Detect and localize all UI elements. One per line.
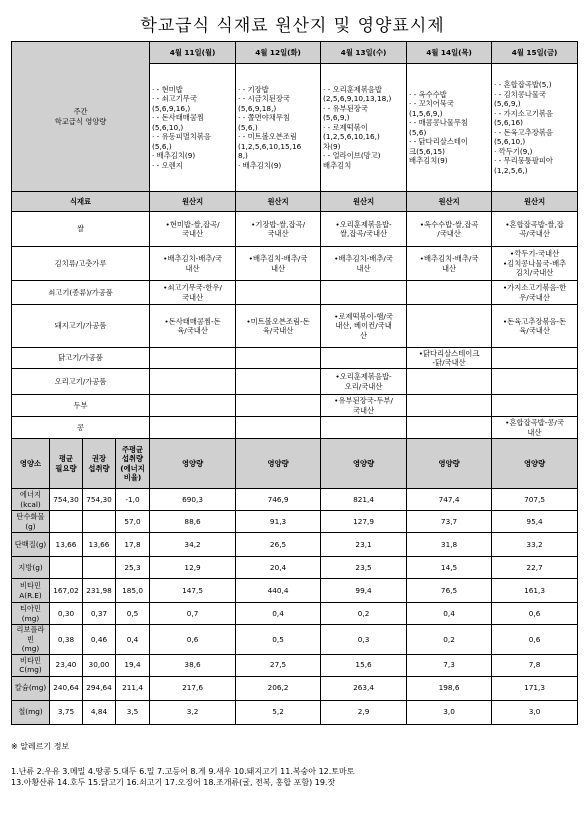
origin-cell: •현미밥-쌀,잡곡/ 국내산 (150, 212, 236, 247)
origin-cell: •오리훈제볶음밥- 쌀,잡곡/국내산 (321, 212, 407, 247)
origin-header: 원산지 (321, 192, 407, 212)
nutrition-value: 26,5 (236, 533, 321, 557)
avg-req-value (50, 511, 83, 533)
allergy-line: 13.아황산류 14.호두 15.닭고기 16.쇠고기 17.오징어 18.조개류(굴, 전복, 홍합 포함) 19.잣 (11, 778, 336, 787)
avg-req-value: 13,66 (50, 533, 83, 557)
origin-cell (492, 348, 578, 369)
nutrition-value: 206,2 (236, 676, 321, 700)
day-header: 4월 15일(금) (492, 42, 578, 64)
table-row (12, 348, 578, 369)
origin-cell (321, 281, 407, 305)
weekly-ratio-value: -1,0 (116, 489, 150, 511)
nutrition-value: 171,3 (492, 676, 578, 700)
menu-cell: · - 현미밥 · - 쇠고기무국 (5,6,9,16,) · - 돈사태매콤찜 (5,6,10,) · - 유동피멸치볶음 (5,6,) · 배추김치(9) · - 오렌지 (150, 64, 236, 192)
table-row (12, 625, 578, 655)
nutrition-value: 198,6 (407, 676, 492, 700)
nutrition-value: 217,6 (150, 676, 236, 700)
origin-cell (407, 281, 492, 305)
nutrition-value: 3,0 (407, 700, 492, 724)
nutrition-value: 707,5 (492, 489, 578, 511)
nutrition-value: 0,6 (492, 625, 578, 655)
origin-cell: •미트볼오븐조림-돈 육/국내산 (236, 305, 321, 348)
weekly-label: 주간 학교급식 영양량 (12, 42, 150, 192)
table-row (12, 369, 578, 395)
day-header: 4월 12일(화) (236, 42, 321, 64)
nutrition-value: 0,4 (236, 603, 321, 625)
nutrition-value: 73,7 (407, 511, 492, 533)
nutrition-value: 0,7 (150, 603, 236, 625)
nutrition-value: 14,5 (407, 557, 492, 579)
menu-cell: · - 기장밥 · - 시금치된장국 (5,6,9,18,) · - 쫄면야채무침 (5,6,) · - 미트볼오븐조림 (1,2,5,6,10,15,16 8,) · 배추김치(9) (236, 64, 321, 192)
ingredient-name: 김치류/고춧가루 (12, 247, 150, 281)
weekly-ratio-value: 57,0 (116, 511, 150, 533)
origin-cell (236, 417, 321, 439)
nutrition-value: 27,5 (236, 654, 321, 676)
ingredient-name: 쇠고기(종류)/가공품 (12, 281, 150, 305)
nutrition-value: 95,4 (492, 511, 578, 533)
table-row (12, 489, 578, 511)
table-row (12, 439, 578, 489)
table-row (12, 395, 578, 417)
recommended-value: 231,98 (83, 579, 116, 603)
origin-cell (407, 395, 492, 417)
nutrition-value: 34,2 (150, 533, 236, 557)
recommended-value: 0,46 (83, 625, 116, 655)
nutrition-value: 161,3 (492, 579, 578, 603)
nutrition-value: 7,8 (492, 654, 578, 676)
ingredient-name: 콩 (12, 417, 150, 439)
nutrition-value: 0,2 (407, 625, 492, 655)
nutrition-value: 2,9 (321, 700, 407, 724)
ingredient-name: 두부 (12, 395, 150, 417)
origin-cell: •옥수수밥-쌀,잡곡 /국내산 (407, 212, 492, 247)
ingredient-name: 돼지고기/가공품 (12, 305, 150, 348)
nutrition-value: 15,6 (321, 654, 407, 676)
day-header: 4월 13일(수) (321, 42, 407, 64)
table-row (12, 212, 578, 247)
nutrition-value: 127,9 (321, 511, 407, 533)
origin-cell (321, 417, 407, 439)
nutrition-value: 821,4 (321, 489, 407, 511)
origin-cell (407, 369, 492, 395)
nutrition-value: 7,3 (407, 654, 492, 676)
ingredient-name: 오리고기/가공품 (12, 369, 150, 395)
table-row (12, 192, 578, 212)
origin-cell: •배추김치-배추/국 내산 (321, 247, 407, 281)
recommended-value (83, 511, 116, 533)
origin-cell (150, 369, 236, 395)
nutrient-name: 철(mg) (12, 700, 50, 724)
nutrition-value: 0,5 (236, 625, 321, 655)
nutrient-name: 리보플라빈 (mg) (12, 625, 50, 655)
nutrition-value: 12,9 (150, 557, 236, 579)
table-row (12, 417, 578, 439)
amount-header: 영양량 (236, 439, 321, 489)
allergy-title: ※ 알레르기 정보 (11, 742, 70, 751)
nutrition-value: 23,1 (321, 533, 407, 557)
avg-req-value: 167,02 (50, 579, 83, 603)
page-title: 학교급식 식재료 원산지 및 영양표시제 (140, 16, 445, 36)
ingredient-name: 닭고기/가공품 (12, 348, 150, 369)
nutrition-value: 33,2 (492, 533, 578, 557)
origin-header: 원산지 (492, 192, 578, 212)
table-row (12, 281, 578, 305)
table-row (12, 700, 578, 724)
origin-cell: •배추김치-배추/국 내산 (407, 247, 492, 281)
origin-cell (492, 395, 578, 417)
origin-cell (150, 395, 236, 417)
nutrient-name: 단백질(g) (12, 533, 50, 557)
origin-cell: •쇠고기무국-한우/ 국내산 (150, 281, 236, 305)
origin-cell: •유부된장국-두부/ 국내산 (321, 395, 407, 417)
origin-cell (236, 348, 321, 369)
nutrition-value: 0,4 (407, 603, 492, 625)
nutrition-value: 690,3 (150, 489, 236, 511)
nutrient-name: 지방(g) (12, 557, 50, 579)
nutrient-name: 티아민(mg) (12, 603, 50, 625)
avg-req-value: 0,30 (50, 603, 83, 625)
table-row (12, 511, 578, 533)
weekly-ratio-value: 185,0 (116, 579, 150, 603)
nutrition-value: 0,6 (492, 603, 578, 625)
menu-cell: · - 혼합잡곡밥(5,) · - 김치콩나물국 (5,6,9,) · - 가지소고기볶음 (5,6,16) · - 돈육고추장볶음 (5,6,10,) · 깍두기(9,) · - 무리뭉퉁팔피아 (1,2,5,6,) (492, 64, 578, 192)
origin-cell: •혼합잡곡밥-쌀,잡 곡/국내산 (492, 212, 578, 247)
ingredient-name: 쌀 (12, 212, 150, 247)
weekly-ratio-header: 주평균 섭취량 (에너지 비율) (116, 439, 150, 489)
amount-header: 영양량 (492, 439, 578, 489)
recommended-value: 30,00 (83, 654, 116, 676)
nutrition-value: 3,2 (150, 700, 236, 724)
nutrition-value: 99,4 (321, 579, 407, 603)
origin-cell: •배추김치-배추/국 내산 (150, 247, 236, 281)
table-row (12, 603, 578, 625)
recommended-value: 294,64 (83, 676, 116, 700)
avg-req-header: 평균 필요량 (50, 439, 83, 489)
meal-table (11, 41, 578, 725)
origin-cell: •배추김치-배추/국 내산 (236, 247, 321, 281)
recommended-value: 13,66 (83, 533, 116, 557)
table-row (12, 42, 578, 64)
nutrition-value: 31,8 (407, 533, 492, 557)
weekly-ratio-value: 0,4 (116, 625, 150, 655)
table-row (12, 247, 578, 281)
origin-header: 원산지 (236, 192, 321, 212)
table-row (12, 305, 578, 348)
amount-header: 영양량 (150, 439, 236, 489)
weekly-ratio-value: 211,4 (116, 676, 150, 700)
ingredient-header: 식재료 (12, 192, 150, 212)
origin-cell: •가지소고기볶음-한 우/국내산 (492, 281, 578, 305)
nutrition-value: 38,6 (150, 654, 236, 676)
amount-header: 영양량 (321, 439, 407, 489)
avg-req-value: 23,40 (50, 654, 83, 676)
origin-cell (236, 395, 321, 417)
weekly-ratio-value: 17,8 (116, 533, 150, 557)
weekly-ratio-value: 0,5 (116, 603, 150, 625)
nutrition-value: 147,5 (150, 579, 236, 603)
nutrient-header: 영양소 (12, 439, 50, 489)
table-row (12, 654, 578, 676)
origin-cell: •돈사태매콤찜-돈 육/국내산 (150, 305, 236, 348)
weekly-ratio-value: 19,4 (116, 654, 150, 676)
recommended-header: 권장 섭취량 (83, 439, 116, 489)
weekly-ratio-value: 25,3 (116, 557, 150, 579)
origin-cell: •깍두기-국내산 •김치콩나물국-배추 김치/국내산 (492, 247, 578, 281)
origin-cell: •돈육고추장볶음-돈 육/국내산 (492, 305, 578, 348)
menu-cell: · - 옥수수밥 · - 꼬치어묵국 (1,5,6,9,) · - 매콤콩나물무침 (5,6) · - 닭다리살스테이 크(5,6,15) 배추김치(9) (407, 64, 492, 192)
day-header: 4월 11일(월) (150, 42, 236, 64)
nutrient-name: 칼슘(mg) (12, 676, 50, 700)
nutrition-value: 88,6 (150, 511, 236, 533)
recommended-value (83, 557, 116, 579)
table-row (12, 557, 578, 579)
origin-header: 원산지 (407, 192, 492, 212)
avg-req-value (50, 557, 83, 579)
nutrition-value: 0,2 (321, 603, 407, 625)
nutrition-value: 747,4 (407, 489, 492, 511)
nutrition-value: 746,9 (236, 489, 321, 511)
nutrition-value: 23,5 (321, 557, 407, 579)
recommended-value: 754,30 (83, 489, 116, 511)
allergy-line: 1.난류 2.우유 3.메밀 4.땅콩 5.대두 6.밀 7.고등어 8.게 9.새우 10.돼지고기 11.복숭아 12.토마토 (11, 767, 355, 776)
origin-cell (150, 348, 236, 369)
origin-cell: •오리훈제볶음밥- 오리/국내산 (321, 369, 407, 395)
recommended-value: 0,37 (83, 603, 116, 625)
nutrition-value: 76,5 (407, 579, 492, 603)
table-row (12, 579, 578, 603)
weekly-ratio-value: 3,5 (116, 700, 150, 724)
origin-cell (321, 348, 407, 369)
menu-cell: · - 오리훈제볶음밥 (2,5,6,9,10,13,18,) · - 유부된장국 (5,6,9,) · - 로제떡볶이 (1,2,5,6,10,16,) 차(9) · - 얼라이브(망고) 배추김치 (321, 64, 407, 192)
nutrient-name: 에너지(kcal) (12, 489, 50, 511)
nutrition-value: 3,0 (492, 700, 578, 724)
origin-cell: •닭다리살스테이크 -닭/국내산 (407, 348, 492, 369)
origin-cell (236, 281, 321, 305)
avg-req-value: 754,30 (50, 489, 83, 511)
origin-cell (407, 417, 492, 439)
nutrient-name: 비타민A(R.E) (12, 579, 50, 603)
origin-cell (150, 417, 236, 439)
day-header: 4월 14일(목) (407, 42, 492, 64)
avg-req-value: 240,64 (50, 676, 83, 700)
nutrition-value: 20,4 (236, 557, 321, 579)
table-row (12, 676, 578, 700)
nutrition-value: 0,3 (321, 625, 407, 655)
table-row (12, 533, 578, 557)
nutrition-value: 5,2 (236, 700, 321, 724)
origin-cell: •로제떡볶이-햄/국 내산, 베이컨/국내 산 (321, 305, 407, 348)
avg-req-value: 3,75 (50, 700, 83, 724)
nutrient-name: 비타민C(mg) (12, 654, 50, 676)
origin-cell (492, 369, 578, 395)
nutrition-value: 440,4 (236, 579, 321, 603)
nutrition-value: 263,4 (321, 676, 407, 700)
nutrition-value: 22,7 (492, 557, 578, 579)
allergy-info (11, 741, 577, 788)
origin-cell: •기장밥-쌀,잡곡/ 국내산 (236, 212, 321, 247)
avg-req-value: 0,38 (50, 625, 83, 655)
nutrition-value: 91,3 (236, 511, 321, 533)
recommended-value: 4,84 (83, 700, 116, 724)
origin-cell (407, 305, 492, 348)
origin-cell (236, 369, 321, 395)
origin-cell: •혼합잡곡밥-콩/국 내산 (492, 417, 578, 439)
amount-header: 영양량 (407, 439, 492, 489)
nutrition-value: 0,6 (150, 625, 236, 655)
origin-header: 원산지 (150, 192, 236, 212)
nutrient-name: 탄수화물(g) (12, 511, 50, 533)
